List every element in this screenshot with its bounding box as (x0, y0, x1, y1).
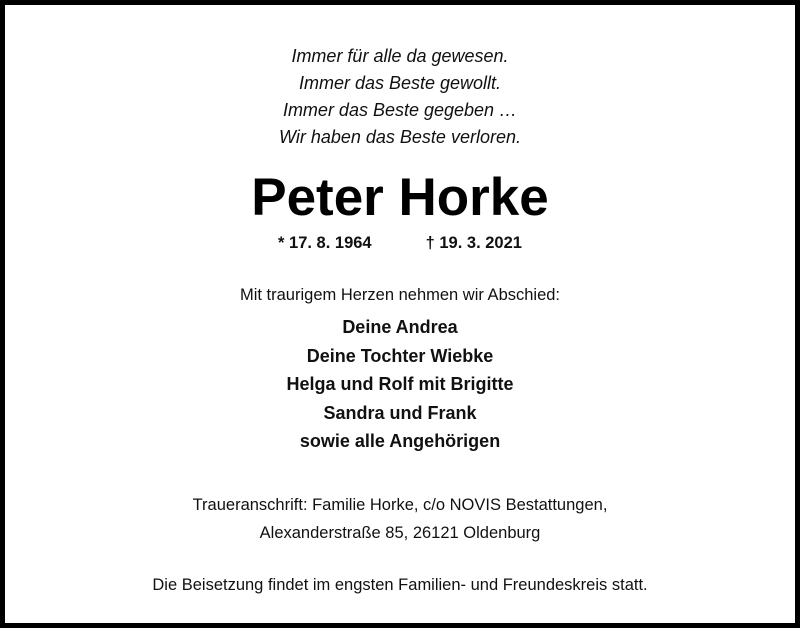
funeral-note: Die Beisetzung findet im engsten Familien- und Freundeskreis statt. (152, 576, 648, 594)
address-line: Traueranschrift: Familie Horke, c/o NOVIS Bestattungen, (192, 496, 608, 514)
poem-line: Immer für alle da gewesen. (291, 46, 509, 66)
mourner-entry: Sandra und Frank (323, 402, 477, 423)
poem-line: Immer das Beste gegeben … (282, 100, 518, 120)
poem-line: Immer das Beste gewollt. (298, 73, 502, 93)
birth-date: * 17. 8. 1964 (278, 234, 372, 252)
mourners-list (0, 313, 800, 456)
poem-line: Wir haben das Beste verloren. (279, 127, 521, 147)
memorial-poem (0, 43, 800, 151)
mourner-entry: Deine Andrea (342, 317, 458, 337)
mourner-entry: Helga und Rolf mit Brigitte (286, 374, 514, 395)
life-dates (0, 232, 800, 254)
death-date: † 19. 3. 2021 (425, 234, 522, 252)
deceased-name: Peter Horke (251, 168, 549, 227)
farewell-intro: Mit traurigem Herzen nehmen wir Abschied: (239, 286, 561, 304)
mourner-entry: sowie alle Angehörigen (299, 431, 501, 452)
mourning-address (0, 491, 800, 547)
mourner-entry: Deine Tochter Wiebke (306, 345, 494, 366)
address-line: Alexanderstraße 85, 26121 Oldenburg (259, 524, 541, 542)
